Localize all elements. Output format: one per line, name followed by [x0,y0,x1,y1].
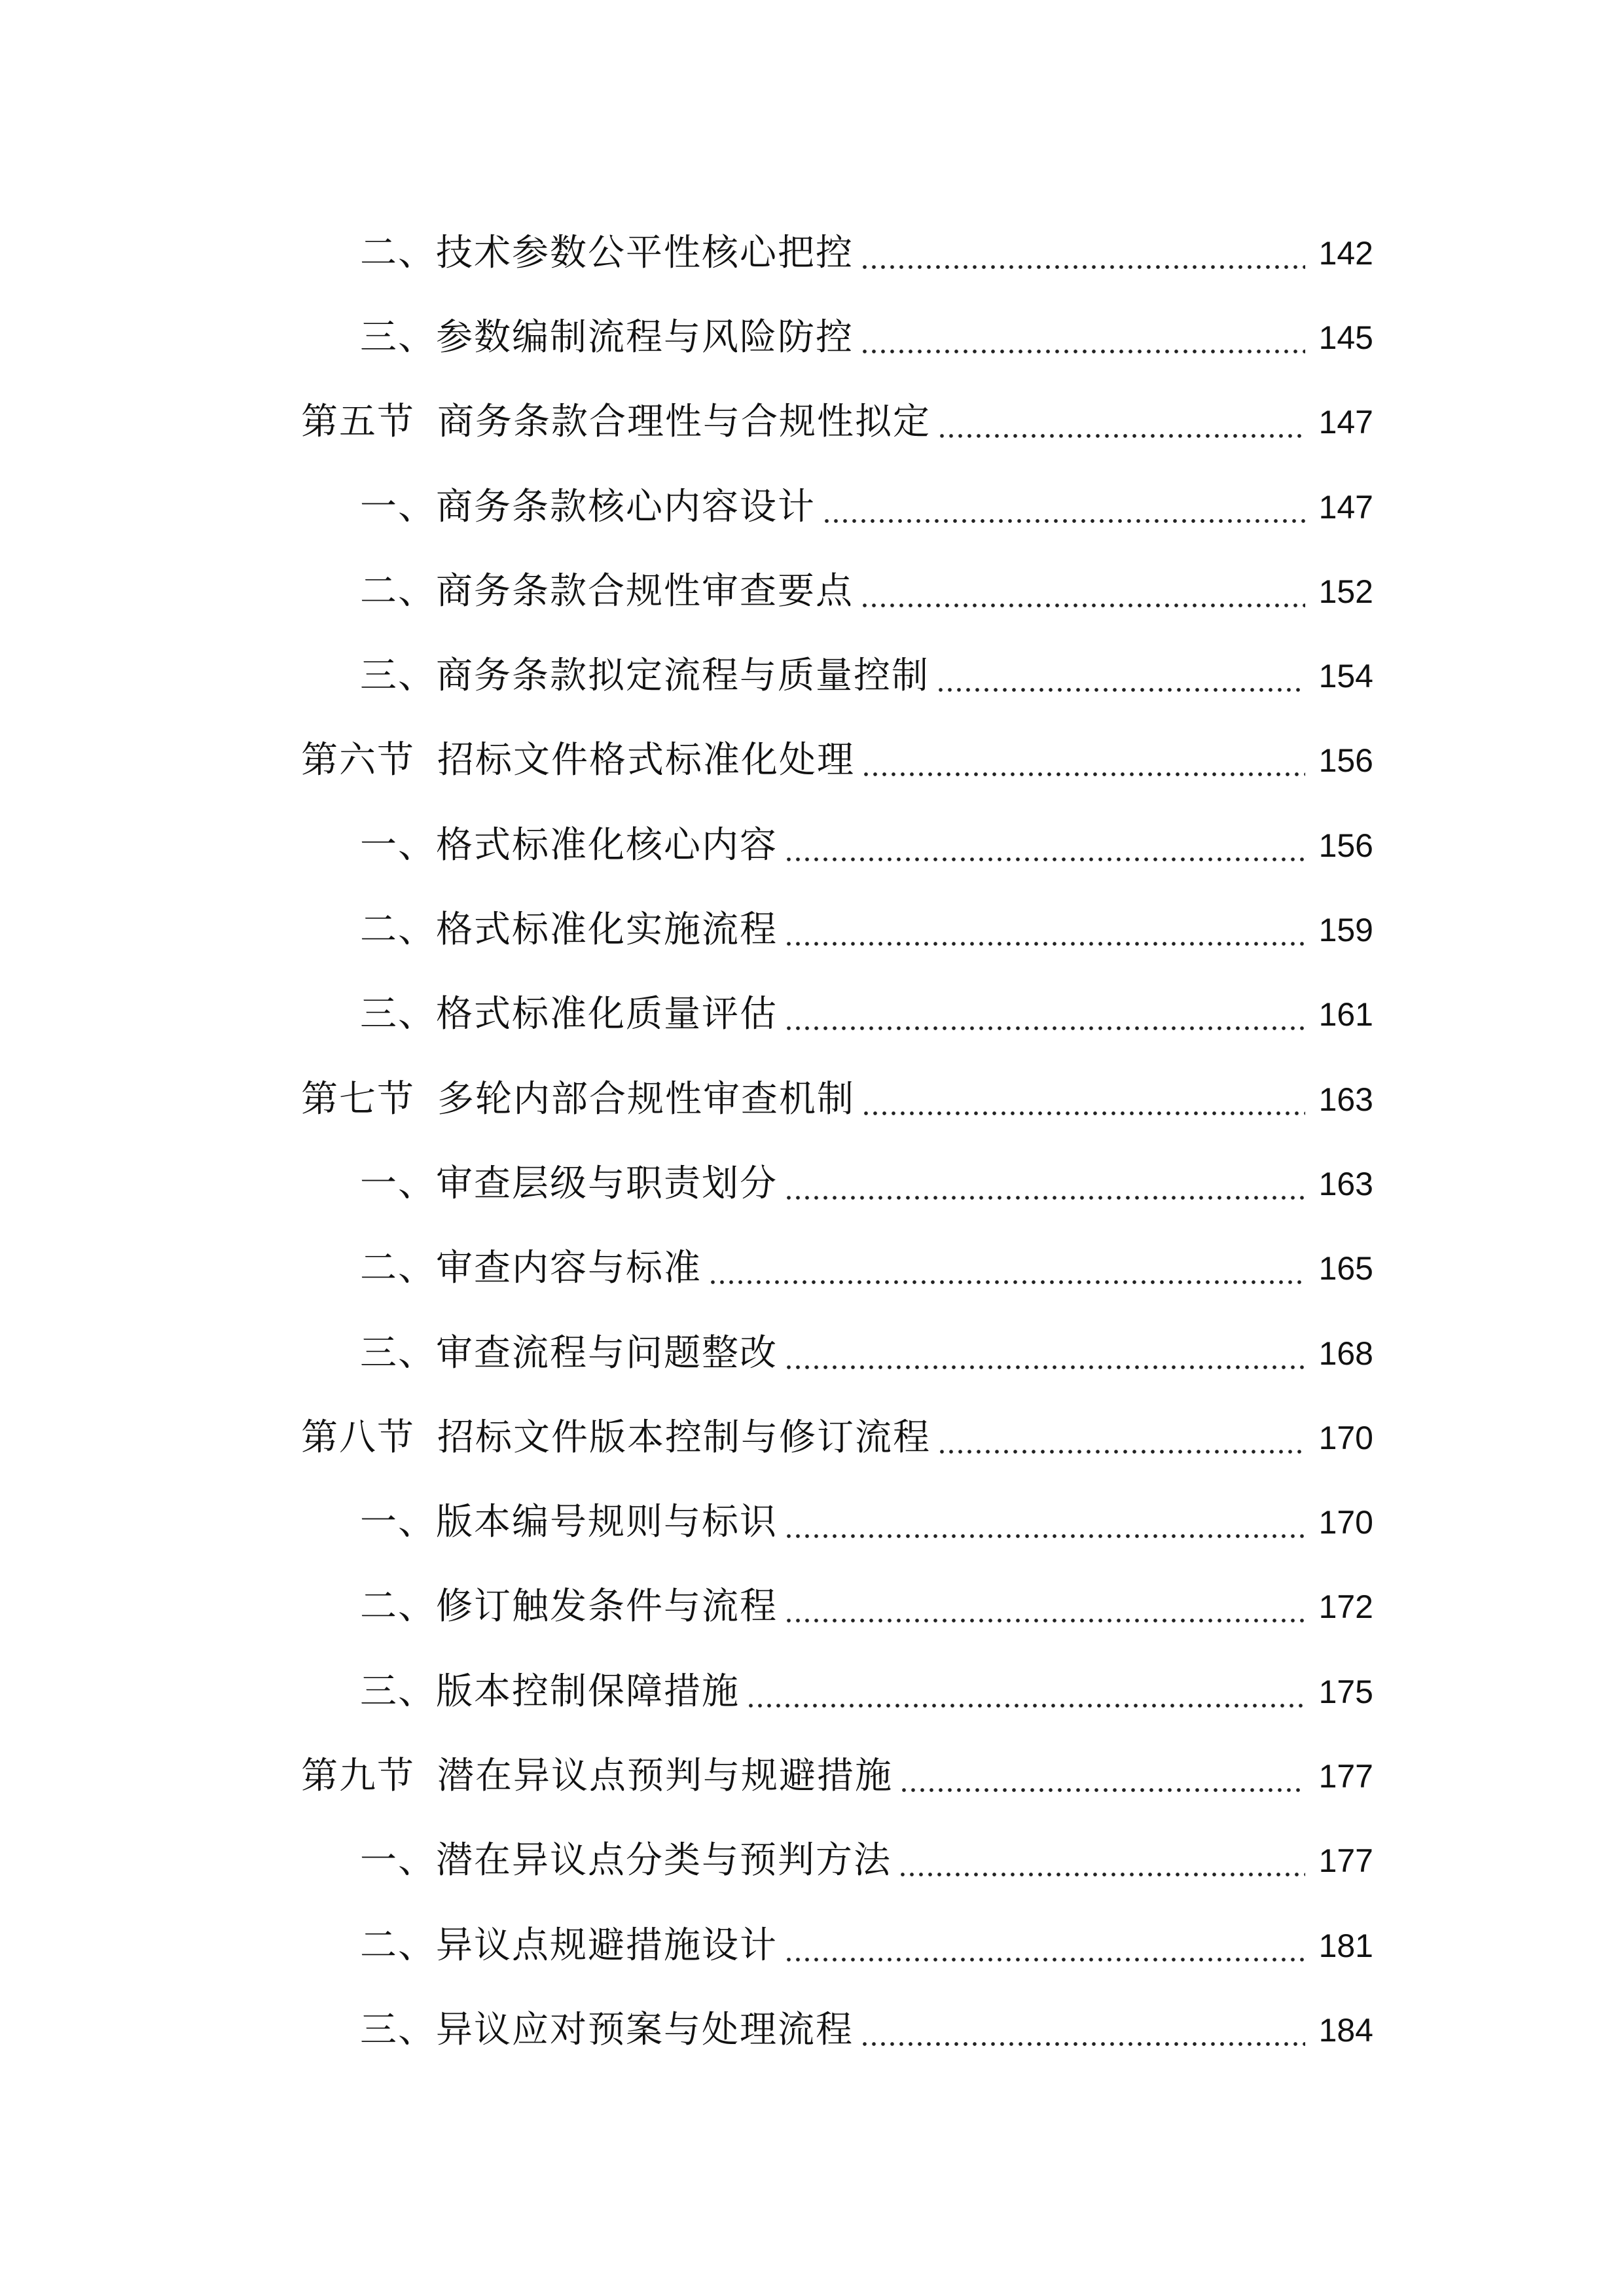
toc-entry-number: 三、 [360,1670,436,1713]
toc-entry-text: 商务条款拟定流程与质量控制 [436,655,929,698]
toc-entry-number: 一、 [360,485,436,528]
dot-leader [708,1250,1305,1287]
toc-entry-number: 三、 [360,1331,436,1374]
toc-page-number: 154 [1318,658,1373,695]
dot-leader [860,2012,1305,2049]
toc-entry-number: 二、 [360,908,436,952]
toc-subsection-entry[interactable] [301,1903,1373,1988]
dot-leader [936,658,1305,694]
toc-entry-text: 潜在异议点预判与规避措施 [437,1754,893,1797]
toc-entry-title [301,569,854,613]
toc-entry-title [301,231,854,274]
toc-subsection-entry[interactable] [301,211,1373,295]
toc-subsection-entry[interactable] [301,803,1373,888]
toc-entry-number: 一、 [360,1839,436,1882]
toc-entry-text: 招标文件版本控制与修订流程 [437,1416,931,1459]
dot-leader [861,1081,1305,1118]
toc-page-number: 161 [1318,996,1373,1033]
toc-section-entry[interactable] [301,1057,1373,1141]
toc-page-number: 142 [1318,234,1373,272]
toc-subsection-entry[interactable] [301,1988,1373,2072]
toc-page-number: 159 [1318,912,1373,949]
toc-page-number: 163 [1318,1081,1373,1118]
dot-leader [860,573,1305,610]
toc-page-number: 145 [1318,319,1373,356]
toc-section-entry[interactable] [301,1734,1373,1818]
toc-entry-number: 二、 [360,569,436,613]
toc-entry-title [301,1501,778,1544]
toc-entry-text: 格式标准化实施流程 [436,908,778,952]
toc-entry-number: 三、 [360,2008,436,2051]
dot-leader [937,404,1305,440]
dot-leader [746,1674,1305,1710]
toc-entry-title [301,1162,778,1205]
dot-leader [784,912,1305,948]
toc-entry-title [301,823,778,867]
toc-entry-text: 审查流程与问题整改 [436,1331,778,1374]
toc-entry-title [301,1839,892,1882]
toc-entry-text: 格式标准化核心内容 [436,823,778,867]
toc-entry-number: 第六节 [301,739,415,782]
toc-subsection-entry[interactable] [301,888,1373,972]
toc-entry-text: 商务条款合规性审查要点 [436,569,854,613]
toc-entry-text: 商务条款核心内容设计 [436,485,816,528]
toc-entry-title [301,401,931,444]
toc-subsection-entry[interactable] [301,1565,1373,1649]
toc-entry-number: 二、 [360,1585,436,1628]
table-of-contents [301,211,1373,2073]
dot-leader [899,1758,1305,1795]
toc-entry-title [301,2008,854,2051]
toc-subsection-entry[interactable] [301,1819,1373,1903]
toc-entry-title [301,1331,778,1374]
toc-entry-number: 第八节 [301,1416,415,1459]
toc-page-number: 184 [1318,2011,1373,2049]
toc-subsection-entry[interactable] [301,1480,1373,1564]
toc-entry-text: 版本编号规则与标识 [436,1501,778,1544]
dot-leader [937,1420,1305,1456]
toc-entry-title [301,485,816,528]
toc-subsection-entry[interactable] [301,1141,1373,1226]
dot-leader [861,742,1305,779]
toc-subsection-entry[interactable] [301,465,1373,549]
toc-entry-text: 审查层级与职责划分 [436,1162,778,1205]
toc-entry-title [301,1754,893,1797]
dot-leader [784,1166,1305,1202]
toc-entry-number: 一、 [360,1501,436,1544]
dot-leader [822,489,1305,526]
toc-entry-number: 一、 [360,823,436,867]
toc-entry-number: 二、 [360,231,436,274]
toc-entry-text: 招标文件格式标准化处理 [437,739,855,782]
toc-page-number: 172 [1318,1588,1373,1626]
toc-entry-title [301,1670,740,1713]
toc-entry-title [301,315,854,359]
toc-subsection-entry[interactable] [301,634,1373,718]
toc-entry-title [301,1416,931,1459]
toc-page-number: 170 [1318,1504,1373,1541]
toc-entry-text: 异议应对预案与处理流程 [436,2008,854,2051]
toc-page-number: 168 [1318,1335,1373,1372]
toc-entry-title [301,1585,778,1628]
toc-subsection-entry[interactable] [301,549,1373,634]
toc-entry-number: 三、 [360,315,436,359]
toc-page-number: 181 [1318,1927,1373,1964]
toc-entry-title [301,739,855,782]
dot-leader [784,1588,1305,1625]
toc-page-number: 147 [1318,488,1373,526]
toc-page-number: 156 [1318,827,1373,864]
toc-entry-text: 版本控制保障措施 [436,1670,740,1713]
toc-page-number: 156 [1318,742,1373,780]
toc-section-entry[interactable] [301,380,1373,465]
toc-page-number: 152 [1318,573,1373,610]
toc-section-entry[interactable] [301,1395,1373,1480]
toc-page-number: 165 [1318,1250,1373,1287]
toc-entry-title [301,1247,702,1290]
toc-entry-number: 第五节 [301,401,415,444]
toc-page-number: 170 [1318,1419,1373,1456]
toc-entry-title [301,993,778,1036]
toc-entry-text: 技术参数公平性核心把控 [436,231,854,274]
toc-entry-text: 格式标准化质量评估 [436,993,778,1036]
toc-subsection-entry[interactable] [301,1649,1373,1734]
dot-leader [860,319,1305,356]
toc-entry-title [301,1924,778,1967]
toc-entry-number: 三、 [360,655,436,698]
toc-subsection-entry[interactable] [301,1227,1373,1311]
dot-leader [860,235,1305,272]
toc-subsection-entry[interactable] [301,973,1373,1057]
toc-subsection-entry[interactable] [301,1311,1373,1395]
dot-leader [784,996,1305,1033]
toc-entry-title [301,908,778,952]
toc-entry-number: 一、 [360,1162,436,1205]
toc-entry-text: 潜在异议点分类与预判方法 [436,1839,892,1882]
toc-entry-text: 商务条款合理性与合规性拟定 [437,401,931,444]
toc-entry-number: 第七节 [301,1077,415,1121]
toc-page-number: 177 [1318,1842,1373,1880]
toc-page-number: 175 [1318,1673,1373,1710]
dot-leader [784,1504,1305,1541]
toc-page-number: 163 [1318,1165,1373,1202]
toc-page-number: 177 [1318,1757,1373,1795]
toc-entry-title [301,1077,855,1121]
toc-entry-number: 三、 [360,993,436,1036]
dot-leader [784,1928,1305,1964]
toc-entry-text: 多轮内部合规性审查机制 [437,1077,855,1121]
toc-entry-text: 修订触发条件与流程 [436,1585,778,1628]
toc-entry-text: 异议点规避措施设计 [436,1924,778,1967]
toc-entry-number: 二、 [360,1247,436,1290]
toc-entry-title [301,655,929,698]
toc-subsection-entry[interactable] [301,295,1373,380]
dot-leader [784,827,1305,864]
toc-entry-text: 参数编制流程与风险防控 [436,315,854,359]
toc-page-number: 147 [1318,404,1373,441]
dot-leader [784,1335,1305,1372]
toc-entry-number: 二、 [360,1924,436,1967]
toc-section-entry[interactable] [301,719,1373,803]
dot-leader [898,1842,1305,1879]
toc-entry-text: 审查内容与标准 [436,1247,702,1290]
toc-entry-number: 第九节 [301,1754,415,1797]
